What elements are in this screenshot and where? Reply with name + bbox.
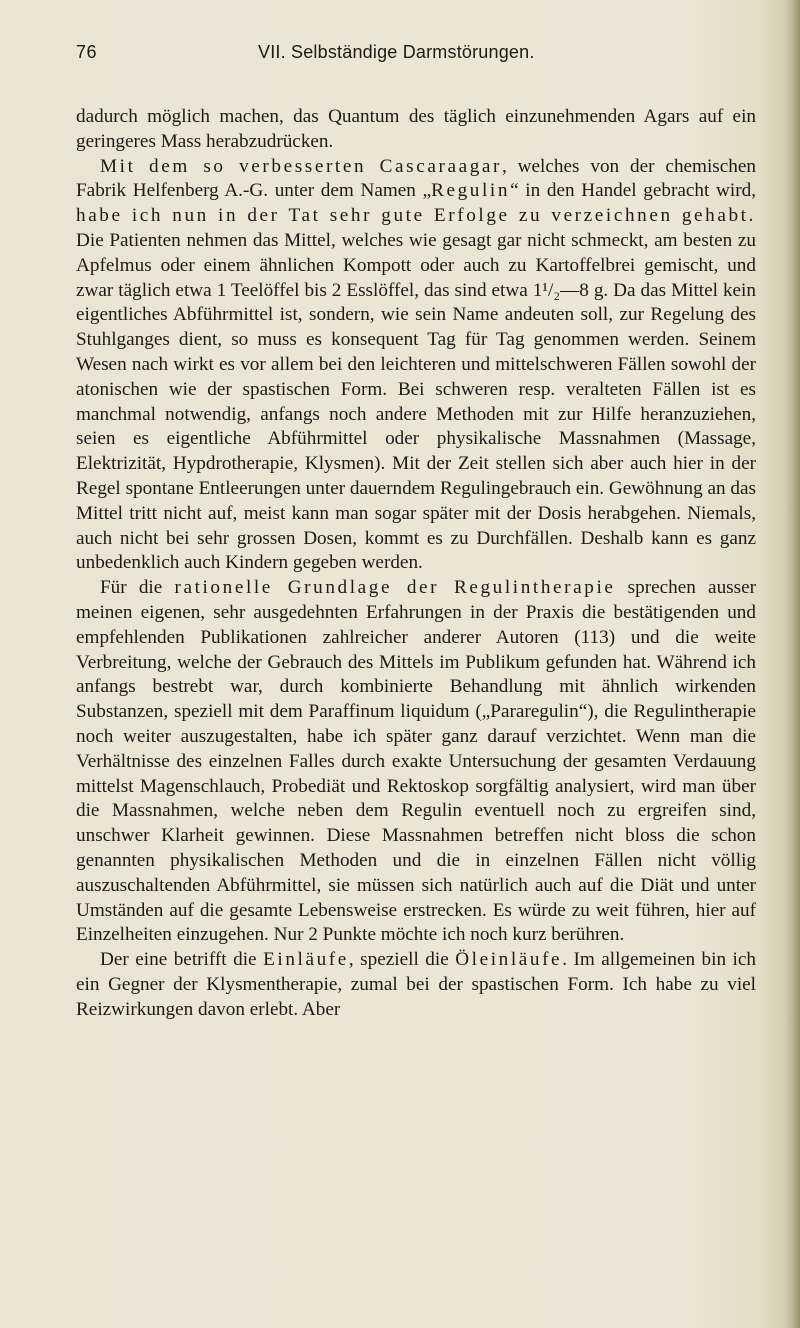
page-header [76,42,756,72]
paragraph-3-text-b: sprechen ausser meinen eigenen, sehr ausgedehnten Erfahrungen in der Praxis die bestätigenden und empfehlenden Publikationen zahlreicher anderer Autoren (113) und die weite Verbreitung, welche der Gebrauch des Mittels im Publikum gefunden hat. Während ich anfangs bestrebt war, durch kombinierte Behandlung mit ähnlich wirkenden Substanzen, speziell mit dem Paraffinum liquidum („Pararegulin“), die Regulintherapie noch weiter auszugestalten, habe ich später ganz darauf verzichtet. Wenn man die Verhältnisse des einzelnen Falles durch exakte Untersuchung der gesamten Verdauung mittelst Magenschlauch, Probediät und Rektoskop sorgfältig analysiert, wird man über die Massnahmen, welche neben dem Regulin eventuell noch zu ergreifen sind, unschwer Klarheit gewinnen. Diese Massnahmen betreffen nicht bloss die schon genannten physikalischen Methoden und die in einzelnen Fällen nicht völlig auszuschaltenden Abführmittel, sie müssen sich natürlich auch auf die Diät und unter Umständen auf die gesamte Lebensweise erstrecken. Es würde zu weit führen, hier auf Einzelheiten einzugehen. Nur 2 Punkte möchte ich noch kurz berühren. [76,577,756,946]
paragraph-4-text-a: Der eine betrifft die [100,949,264,971]
paragraph-3 [76,576,756,948]
paragraph-1 [76,105,756,155]
running-title: VII. Selbständige Darmstörungen. [258,42,535,62]
paragraph-2 [76,155,756,577]
paragraph-3-text-a: Für die [100,577,175,599]
paragraph-4 [76,948,756,1022]
page-number: 76 [76,42,98,62]
paragraph-2-text-a: , welches von der chemischen Fabrik Helfenberg A.-G. unter dem Namen „ [76,155,756,202]
emphasis-grundlage: rationelle Grundlage der Regulintherapie [174,577,616,599]
page-edge-shadow [784,0,800,1328]
paragraph-4-text-c: . Im allgemeinen bin ich ein Gegner der Klysmentherapie, zumal bei der spastischen Form. Ich habe zu viel Reizwirkungen davon erlebt. Aber [76,949,756,1020]
paragraph-2-text-b: “ in den Handel gebracht wird, [510,180,756,202]
emphasis-cascaraagar: Mit dem so verbesserten Cascaraagar [100,155,502,177]
paragraph-4-text-b: , speziell die [348,949,456,971]
emphasis-regulin: Regulin [431,180,511,202]
emphasis-erfolge: habe ich nun in der Tat sehr gute Erfolge zu verzeichnen gehabt. [76,205,756,227]
emphasis-einlaeufe: Einläufe [263,949,349,971]
body-text [76,105,756,1022]
emphasis-oeleinlaeufe: Öleinläufe [455,949,563,971]
paragraph-1-text: dadurch möglich machen, das Quantum des täglich einzunehmenden Agars auf ein geringeres Mass herabzudrücken. [76,106,756,152]
paragraph-2-text-c: Die Patienten nehmen das Mittel, welches wie gesagt gar nicht schmeckt, am besten zu Apfelmus oder einem ähnlichen Kompott oder auch zu Kartoffelbrei gemischt, und zwar täglich etwa 1 Teelöffel bis 2 Esslöffel, das sind etwa 1¹/₂—8 g. Da das Mittel kein eigentliches Abführmittel ist, sondern, wie sein Name andeuten soll, zur Regelung des Stuhlganges dient, so muss es konsequent Tag für Tag genommen werden. Seinem Wesen nach wirkt es vor allem bei den leichteren und mittelschweren Fällen sowohl der atonischen wie der spastischen Form. Bei schweren resp. veralteten Fällen ist es manchmal notwendig, anfangs noch andere Methoden mit zur Hilfe heranzuziehen, seien es eigentliche Abführmittel oder physikalische Massnahmen (Massage, Elektrizität, Hypdrotherapie, Klysmen). Mit der Zeit stellen sich aber auch hier in der Regel spontane Entleerungen unter dauerndem Regulingebrauch ein. Gewöhnung an das Mittel tritt nicht auf, meist kann man sogar später mit der Dosis herabgehen. Niemals, auch nicht bei sehr grossen Dosen, kommt es zu Durchfällen. Deshalb kann es ganz unbedenklich auch Kindern gegeben werden. [76,229,756,574]
